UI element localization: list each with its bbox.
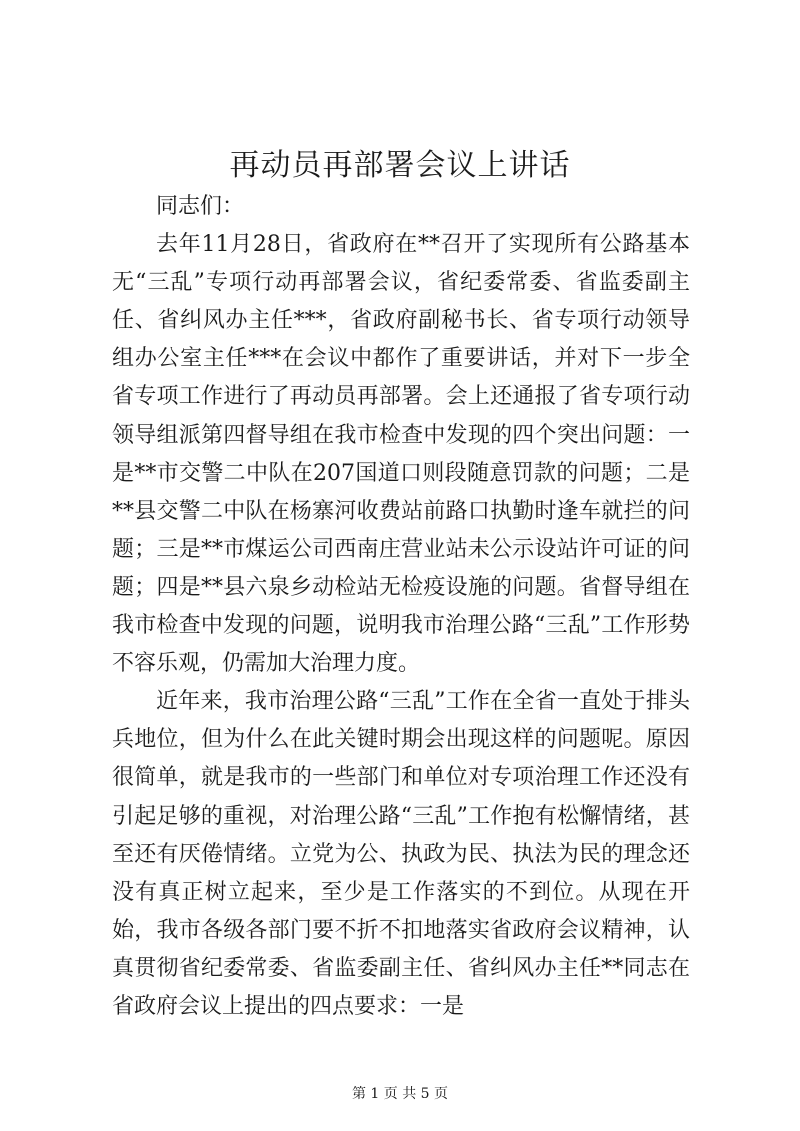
document-title: 再动员再部署会议上讲话 — [229, 148, 571, 183]
paragraph-1: 去年11月28日，省政府在**召开了实现所有公路基本无“三乱”专项行动再部署会议，省纪委常委、省监委副主任、省纠风办主任***，省政府副秘书长、省专项行动领导组办公室主任***在会议中都作了重要讲话，并对下一步全省专项工作进行了再动员再部署。会上还通报了省专项行动领导组派第四督导组在我市检查中发现的四个突出问题：一是**市交警二中队在207国道口则段随意罚款的问题；二是**县交警二中队在杨寨河收费站前路口执勤时逢车就拦的问题；三是**市煤运公司西南庄营业站未公示设站许可证的问题；四是**县六泉乡动检站无检疫设施的问题。省督导组在我市检查中发现的问题，说明我市治理公路“三乱”工作形势不容乐观，仍需加大治理力度。 — [112, 232, 690, 677]
salutation: 同志们： — [156, 194, 245, 219]
page-footer: 第 1 页 共 5 页 — [351, 1086, 449, 1102]
paragraph-2: 近年来，我市治理公路“三乱”工作在全省一直处于排头兵地位，但为什么在此关键时期会出现这样的问题呢。原因很简单，就是我市的一些部门和单位对专项治理工作还没有引起足够的重视，对治理公路“三乱”工作抱有松懈情绪，甚至还有厌倦情绪。立党为公、执政为民、执法为民的理念还没有真正树立起来，至少是工作落实的不到位。从现在开始，我市各级各部门要不折不扣地落实省政府会议精神，认真贯彻省纪委常委、省监委副主任、省纠风办主任**同志在省政府会议上提出的四点要求：一是 — [112, 689, 690, 1019]
document-body — [112, 188, 690, 1026]
